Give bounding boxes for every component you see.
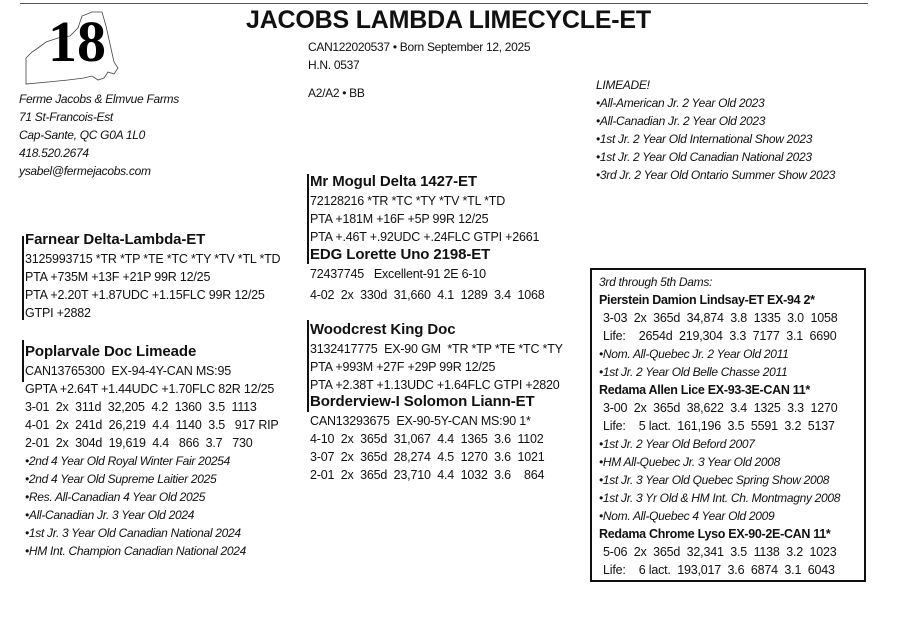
dam-dam-record: 3-07 2x 365d 28,274 4.5 1270 3.6 1021	[310, 450, 545, 464]
sire-sire-line: 72128216 *TR *TC *TY *TV *TL *TD	[310, 194, 506, 208]
dam5-record: Life: 6 lact. 193,017 3.6 6874 3.1 6043	[603, 563, 835, 577]
sire-sire-name: Mr Mogul Delta 1427-ET	[310, 173, 477, 190]
pedigree-bracket-dam-left	[22, 340, 24, 382]
dam3-award: •1st Jr. 2 Year Old Belle Chasse 2011	[599, 365, 788, 379]
sire-sire-line: PTA +181M +16F +5P 99R 12/25	[310, 212, 489, 226]
dam-dam-block	[310, 392, 544, 484]
dam4-name: Redama Allen Lice EX-93-3E-CAN 11*	[599, 383, 810, 397]
dam-record: 3-01 2x 311d 32,205 4.2 1360 3.5 1113	[25, 400, 257, 414]
dam-record: 4-01 2x 241d 26,219 4.4 1140 3.5 917 RIP	[25, 418, 279, 432]
dam3-record: Life: 2654d 219,304 3.3 7177 3.1 6690	[603, 329, 837, 343]
consignor-phone: 418.520.2674	[19, 146, 89, 160]
dam5-record: 5-06 2x 365d 32,341 3.5 1138 3.2 1023	[603, 545, 837, 559]
animal-title: JACOBS LAMBDA LIMECYCLE-ET	[246, 6, 651, 34]
deep-dams-heading: 3rd through 5th Dams:	[599, 275, 713, 289]
dam4-award: •1st Jr. 3 Yr Old & HM Int. Ch. Montmagny 2008	[599, 491, 841, 505]
dam-award: •Res. All-Canadian 4 Year Old 2025	[25, 490, 206, 504]
dam3-award: •Nom. All-Quebec Jr. 2 Year Old 2011	[599, 347, 789, 361]
consignor-block	[19, 90, 179, 180]
dam-record: 2-01 2x 304d 19,619 4.4 866 3.7 730	[25, 436, 253, 450]
sire-dam-line: 72437745 Excellent-91 2E 6-10	[310, 267, 486, 281]
limeade-notes	[596, 76, 835, 184]
sire-dam-record: 4-02 2x 330d 31,660 4.1 1289 3.4 1068	[310, 288, 545, 302]
dam4-award: •1st Jr. 2 Year Old Beford 2007	[599, 437, 755, 451]
herd-number: H.N. 0537	[308, 58, 360, 72]
sire-line: 3125993715 *TR *TP *TE *TC *TY *TV *TL *TD	[25, 252, 281, 266]
sire-line: GTPI +2882	[25, 306, 91, 320]
dam-dam-line: CAN13293675 EX-90-5Y-CAN MS:90 1*	[310, 414, 531, 428]
sire-sire-block	[310, 172, 539, 246]
limeade-note: •All-Canadian Jr. 2 Year Old 2023	[596, 114, 766, 128]
limeade-heading: LIMEADE!	[596, 78, 650, 92]
pedigree-bracket-sire	[307, 174, 309, 264]
dam3-name: Pierstein Damion Lindsay-ET EX-94 2*	[599, 293, 815, 307]
sire-dam-block	[310, 245, 544, 307]
top-rule	[20, 3, 868, 4]
sire-dam-name: EDG Lorette Uno 2198-ET	[310, 246, 491, 263]
dam4-record: Life: 5 lact. 161,196 3.5 5591 3.2 5137	[603, 419, 835, 433]
consignor-farm: Ferme Jacobs & Elmvue Farms	[19, 92, 179, 106]
dam-dam-record: 2-01 2x 365d 23,710 4.4 1032 3.6 864	[310, 468, 545, 482]
dam4-award: •HM All-Quebec Jr. 3 Year Old 2008	[599, 455, 780, 469]
sire-line: PTA +735M +13F +21P 99R 12/25	[25, 270, 211, 284]
consignor-city: Cap-Sante, QC G0A 1L0	[19, 128, 145, 142]
dam-line: CAN13765300 EX-94-4Y-CAN MS:95	[25, 364, 231, 378]
dam-award: •All-Canadian Jr. 3 Year Old 2024	[25, 508, 195, 522]
dam-sire-line: 3132417775 EX-90 GM *TR *TP *TE *TC *TY	[310, 342, 563, 356]
sire-line: PTA +2.20T +1.87UDC +1.15FLC 99R 12/25	[25, 288, 265, 302]
limeade-note: •1st Jr. 2 Year Old International Show 2023	[596, 132, 813, 146]
dam-sire-line: PTA +993M +27F +29P 99R 12/25	[310, 360, 496, 374]
lot-number: 18	[48, 9, 106, 74]
dam-dam-record: 4-10 2x 365d 31,067 4.4 1365 3.6 1102	[310, 432, 544, 446]
dam-award: •2nd 4 Year Old Supreme Laitier 2025	[25, 472, 217, 486]
sire-name: Farnear Delta-Lambda-ET	[25, 231, 206, 248]
dam5-name: Redama Chrome Lyso EX-90-2E-CAN 11*	[599, 527, 831, 541]
dam-name: Poplarvale Doc Limeade	[25, 343, 197, 360]
dam4-award: •1st Jr. 3 Year Old Quebec Spring Show 2008	[599, 473, 830, 487]
pedigree-bracket-sire-left	[22, 236, 24, 320]
dam4-record: 3-00 2x 365d 38,622 3.4 1325 3.3 1270	[603, 401, 838, 415]
dam-sire-block	[310, 320, 563, 394]
consignor-street: 71 St-Francois-Est	[19, 110, 113, 124]
dam-award: •1st Jr. 3 Year Old Canadian National 2024	[25, 526, 241, 540]
sire-sire-line: PTA +.46T +.92UDC +.24FLC GTPI +2661	[310, 230, 540, 244]
dam-line: GPTA +2.64T +1.44UDC +1.70FLC 82R 12/25	[25, 382, 275, 396]
dam3-record: 3-03 2x 365d 34,874 3.8 1335 3.0 1058	[603, 311, 838, 325]
pedigree-bracket-dam	[307, 320, 309, 412]
dam4-award: •Nom. All-Quebec 4 Year Old 2009	[599, 509, 775, 523]
dam-sire-line: PTA +2.38T +1.13UDC +1.64FLC GTPI +2820	[310, 378, 560, 392]
registration-line: CAN122020537 • Born September 12, 2025	[308, 40, 531, 54]
limeade-note: •1st Jr. 2 Year Old Canadian National 2023	[596, 150, 812, 164]
dam-block	[25, 342, 279, 560]
dam-award: •2nd 4 Year Old Royal Winter Fair 20254	[25, 454, 230, 468]
dam-dam-name: Borderview-I Solomon Liann-ET	[310, 393, 535, 410]
consignor-email[interactable]: ysabel@fermejacobs.com	[19, 164, 151, 178]
dam-award: •HM Int. Champion Canadian National 2024	[25, 544, 247, 558]
deep-dams-content	[599, 273, 840, 579]
genotype: A2/A2 • BB	[308, 86, 365, 100]
dam-sire-name: Woodcrest King Doc	[310, 321, 456, 338]
limeade-note: •3rd Jr. 2 Year Old Ontario Summer Show 2023	[596, 168, 836, 182]
limeade-note: •All-American Jr. 2 Year Old 2023	[596, 96, 765, 110]
sire-block	[25, 230, 280, 322]
